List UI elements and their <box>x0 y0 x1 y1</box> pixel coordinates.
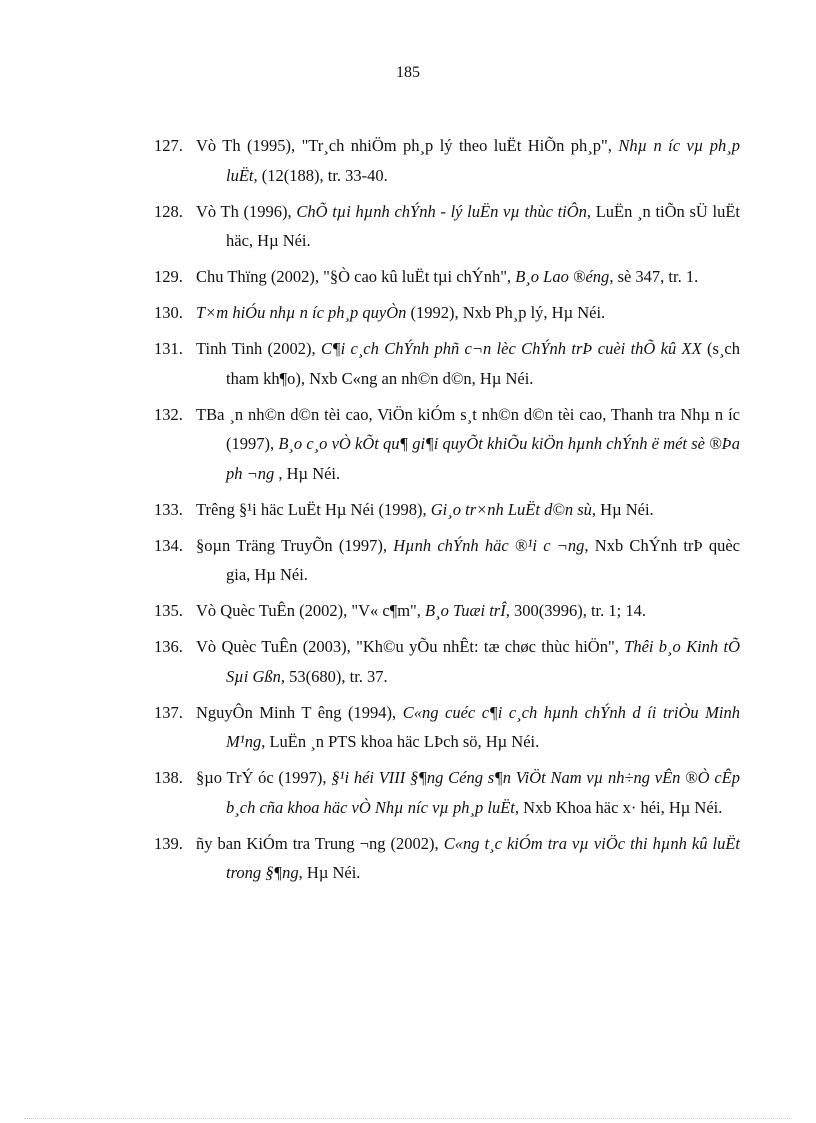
reference-details: , Hµ Néi. <box>298 863 361 882</box>
reference-title: C¶i c¸ch ChÝnh phñ c¬n lèc ChÝnh trÞ cuèi thÕ kû XX <box>320 339 702 358</box>
reference-item <box>154 334 740 393</box>
reference-details: (1992), Nxb Ph¸p lý, Hµ Néi. <box>406 303 606 322</box>
reference-item <box>154 131 740 190</box>
reference-text: Vò Th (1996), <box>196 201 297 221</box>
reference-number: 128. <box>154 201 183 221</box>
reference-number: 134. <box>154 535 183 555</box>
reference-details: , sè 347, tr. 1. <box>609 267 699 286</box>
reference-text: Vò Quèc TuÊn (2002), "V« c¶m", <box>196 601 426 620</box>
reference-text: ñy ban KiÓm tra Trung ¬ng (2002), <box>196 833 444 853</box>
reference-item <box>154 400 740 489</box>
reference-details: (s¸ch tham kh¶o), Nxb C«ng an nh©n d©n, Hµ Néi. <box>226 339 741 388</box>
reference-item <box>154 298 740 328</box>
reference-details: , Nxb Khoa häc x· héi, Hµ Néi. <box>514 797 723 817</box>
reference-number: 129. <box>154 267 183 286</box>
reference-title: C«ng t¸c kiÓm tra vµ viÖc thi hµnh kû luËt trong §¶ng <box>226 833 740 882</box>
reference-item <box>154 495 740 525</box>
reference-title: Nhµ n íc vµ ph¸p luËt <box>226 136 741 185</box>
reference-item <box>154 197 740 256</box>
reference-title: T×m hiÓu nhµ n íc ph¸p quyÒn <box>196 303 407 322</box>
reference-number: 130. <box>154 303 183 322</box>
reference-title: B¸o c¸o vÒ kÕt qu¶ gi¶i quyÕt khiÕu kiÖn hµnh chÝnh ë mét sè ®Þa ph ¬ng <box>226 434 740 483</box>
reference-item <box>154 596 740 626</box>
reference-details: , 53(680), tr. 37. <box>280 666 388 686</box>
reference-details: , (12(188), tr. 33-40. <box>253 165 388 185</box>
reference-details: , Nxb ChÝnh trÞ quèc gia, Hµ Néi. <box>226 535 740 584</box>
reference-item <box>154 829 740 888</box>
reference-item <box>154 632 740 691</box>
reference-details: , Hµ Néi. <box>274 463 341 483</box>
reference-text: Chu Thïng (2002), "§Ò cao kû luËt tµi chÝnh", <box>196 267 516 286</box>
reference-title: §¹i héi VIII §¶ng Céng s¶n ViÖt Nam vµ nh÷ng vÊn ®Ò cÊp b¸ch cña khoa häc vÒ Nhµ níc vµ ph¸p luËt <box>226 768 740 817</box>
reference-number: 131. <box>154 339 183 358</box>
reference-text: Tinh Tinh (2002), <box>196 339 321 358</box>
reference-number: 132. <box>154 404 183 424</box>
reference-item <box>154 698 740 757</box>
reference-title: B¸o Lao ®éng <box>515 267 610 286</box>
reference-text: Trêng §¹i häc LuËt Hµ Néi (1998), <box>196 499 431 519</box>
reference-details: , 300(3996), tr. 1; 14. <box>505 601 646 620</box>
reference-item <box>154 531 740 590</box>
reference-text: §µo TrÝ óc (1997), <box>196 768 332 787</box>
reference-text: §oµn Träng TruyÕn (1997), <box>196 535 394 555</box>
page-number: 185 <box>396 64 420 81</box>
reference-item <box>154 262 740 292</box>
reference-text: Vò Th (1995), "Tr¸ch nhiÖm ph¸p lý theo luËt HiÕn ph¸p", <box>196 136 619 155</box>
reference-title: B¸o Tuæi trÎ <box>425 601 506 620</box>
reference-item <box>154 763 740 822</box>
page-bottom-rule <box>24 1118 792 1119</box>
reference-title: ChÕ tµi hµnh chÝnh - lý luËn vµ thùc tiÔn <box>296 201 587 221</box>
reference-number: 135. <box>154 601 183 620</box>
reference-title: C«ng cuéc c¶i c¸ch hµnh chÝnh d íi triÒu Minh M¹ng <box>226 702 740 751</box>
reference-number: 136. <box>154 637 183 656</box>
reference-title: Hµnh chÝnh häc ®¹i c ¬ng <box>393 535 585 555</box>
reference-details: , Hµ Néi. <box>591 499 654 519</box>
reference-number: 139. <box>154 833 183 853</box>
reference-text: Vò Quèc TuÊn (2003), "Kh©u yÕu nhÊt: tæ chøc thùc hiÖn", <box>196 637 625 656</box>
reference-details: , LuËn ¸n tiÕn sÜ luËt häc, Hµ Néi. <box>226 201 740 250</box>
reference-list <box>154 131 740 894</box>
reference-details: , LuËn ¸n PTS khoa häc LÞch sö, Hµ Néi. <box>261 732 540 751</box>
reference-title: Thêi b¸o Kinh tÕ Sµi Gßn <box>226 637 740 686</box>
reference-number: 138. <box>154 768 183 787</box>
reference-number: 137. <box>154 702 183 722</box>
reference-title: Gi¸o tr×nh LuËt d©n sù <box>430 499 592 519</box>
reference-text: NguyÔn Minh T êng (1994), <box>196 702 403 722</box>
reference-text: TBa ¸n nh©n d©n tèi cao, ViÖn kiÓm s¸t nh©n d©n tèi cao, Thanh tra Nhµ n íc (1997), <box>196 404 740 453</box>
reference-number: 133. <box>154 499 183 519</box>
reference-number: 127. <box>154 136 183 155</box>
